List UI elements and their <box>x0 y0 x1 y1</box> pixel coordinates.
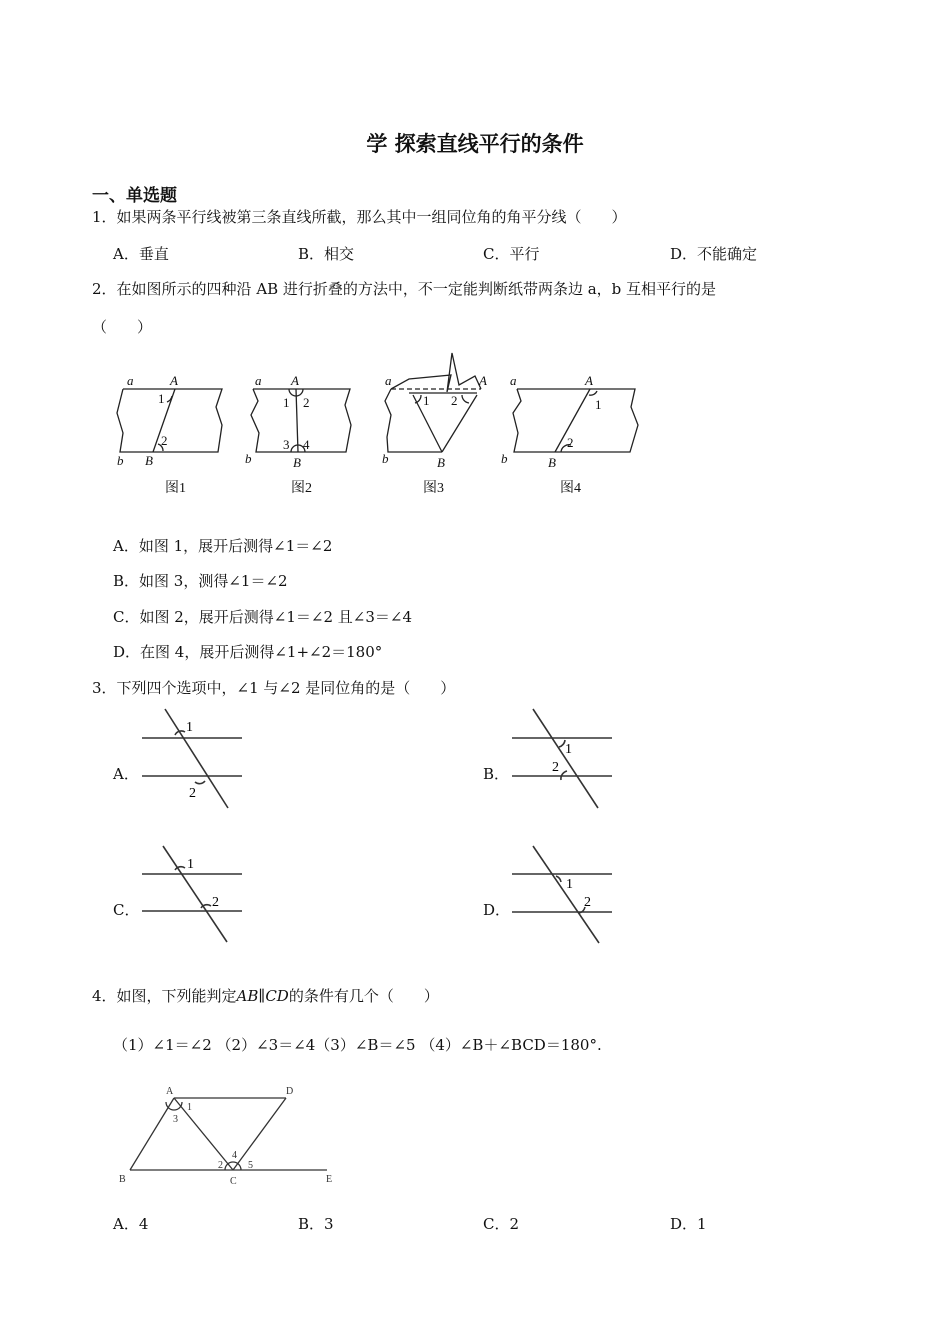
page-title: 学 探索直线平行的条件 <box>366 132 584 156</box>
q2-option-a: A．如图 1，展开后测得∠1＝∠2 <box>113 537 333 555</box>
fig1-label-A: A <box>170 373 178 388</box>
q4-stem-math: AB∥CD <box>236 987 289 1005</box>
fig3-strip-left <box>385 389 442 452</box>
q4-label-D: D <box>286 1086 294 1097</box>
fig4-strip <box>513 389 638 452</box>
q4-option-b: B．3 <box>298 1215 334 1233</box>
fig2-label-4: 4 <box>303 437 310 452</box>
q3-figure-b <box>505 705 620 810</box>
fig1-label-1: 1 <box>158 391 165 406</box>
question-2-stem-paren: （ ） <box>92 318 153 336</box>
q4-label-3: 3 <box>173 1114 178 1125</box>
q4-stem-suffix: 的条件有几个（ ） <box>288 987 439 1005</box>
q3-figure-c <box>135 842 250 947</box>
q4-label-4: 4 <box>232 1150 237 1161</box>
q1-option-a: A．垂直 <box>113 245 169 263</box>
q3a-angle-1: 1 <box>186 720 193 735</box>
q4-label-A: A <box>166 1086 174 1097</box>
fig1-label-b: b <box>117 453 124 468</box>
q1-option-d: D．不能确定 <box>670 245 758 263</box>
q2-fold-figures <box>105 345 650 505</box>
question-2-stem: 2．在如图所示的四种沿 AB 进行折叠的方法中，不一定能判断纸带两条边 a，b 互相平行的是 <box>92 280 717 298</box>
fig2-caption: 图2 <box>291 481 312 496</box>
fig3-angle-2 <box>462 395 469 403</box>
q4-label-2: 2 <box>218 1160 223 1171</box>
q3-option-d-letter: D． <box>483 901 511 919</box>
q3b-angle-2: 2 <box>552 760 559 775</box>
fig1-label-a: a <box>127 373 134 388</box>
fig3-fold-line-right <box>442 395 477 452</box>
q3-option-a-letter: A． <box>113 765 139 783</box>
fig3-label-b: b <box>382 451 389 466</box>
q4-label-E: E <box>326 1174 333 1185</box>
q3b-angle-1: 1 <box>565 742 572 757</box>
fig2-label-B: B <box>293 455 301 470</box>
q3-option-c-letter: C． <box>113 901 140 919</box>
q1-option-c: C．平行 <box>483 245 540 263</box>
fig3-label-2: 2 <box>451 393 458 408</box>
q3d-angle-1: 1 <box>566 877 573 892</box>
fig3-folded-flap <box>391 353 481 392</box>
fig3-label-A: A <box>479 373 487 388</box>
fig1-caption: 图1 <box>165 481 186 496</box>
fig4-angle-1 <box>589 391 597 395</box>
fig4-label-A: A <box>585 373 593 388</box>
fig4-label-B: B <box>548 455 556 470</box>
q4-option-d: D．1 <box>670 1215 707 1233</box>
fig2-label-1: 1 <box>283 395 290 410</box>
q4-option-a: A．4 <box>113 1215 149 1233</box>
fig4-caption: 图4 <box>560 481 581 496</box>
question-4-stem <box>92 985 439 1006</box>
fig2-label-b: b <box>245 451 252 466</box>
fig4-label-2: 2 <box>567 435 574 450</box>
q2-option-d: D．在图 4，展开后测得∠1+∠2＝180° <box>113 643 383 661</box>
fig2-fold-line <box>296 389 298 452</box>
fig1-label-B: B <box>145 453 153 468</box>
fig3-label-B: B <box>437 455 445 470</box>
q4-label-1: 1 <box>187 1102 192 1113</box>
fig2-label-2: 2 <box>303 395 310 410</box>
q3-figure-d <box>505 842 620 947</box>
question-3-stem: 3．下列四个选项中，∠1 与∠2 是同位角的是（ ） <box>92 679 456 697</box>
fig3-label-1: 1 <box>423 393 430 408</box>
fig4-label-b: b <box>501 451 508 466</box>
q2-option-b: B．如图 3，测得∠1＝∠2 <box>113 572 288 590</box>
section-heading: 一、单选题 <box>92 186 177 206</box>
q2-option-c: C．如图 2，展开后测得∠1＝∠2 且∠3＝∠4 <box>113 608 413 626</box>
q3-figure-a <box>135 705 250 810</box>
q4-stem-prefix: 4．如图，下列能判定 <box>92 987 237 1005</box>
fig2-label-a: a <box>255 373 262 388</box>
fig1-strip <box>117 389 222 452</box>
q3d-angle-2: 2 <box>584 895 591 910</box>
q4-label-B: B <box>119 1174 126 1185</box>
q3c-angle-1: 1 <box>187 857 194 872</box>
q3-option-b-letter: B． <box>483 765 510 783</box>
fig4-label-a: a <box>510 373 517 388</box>
q3c-angle-2: 2 <box>212 895 219 910</box>
fig3-label-a: a <box>385 373 392 388</box>
q4-option-c: C．2 <box>483 1215 520 1233</box>
q4-conditions: （1）∠1＝∠2 （2）∠3＝∠4（3）∠B＝∠5 （4）∠B＋∠BCD＝180°. <box>113 1036 602 1054</box>
q1-option-b: B．相交 <box>298 245 355 263</box>
q4-label-5: 5 <box>248 1160 253 1171</box>
fig3-caption: 图3 <box>423 481 444 496</box>
fig1-label-2: 2 <box>161 433 168 448</box>
q3a-angle-2: 2 <box>189 786 196 801</box>
q4-figure <box>112 1082 342 1192</box>
fig2-strip <box>251 389 351 452</box>
fig2-label-3: 3 <box>283 437 290 452</box>
fig4-label-1: 1 <box>595 397 602 412</box>
fig2-label-A: A <box>291 373 299 388</box>
question-1-stem: 1．如果两条平行线被第三条直线所截，那么其中一组同位角的角平分线（ ） <box>92 208 627 226</box>
q4-label-C: C <box>230 1176 237 1187</box>
